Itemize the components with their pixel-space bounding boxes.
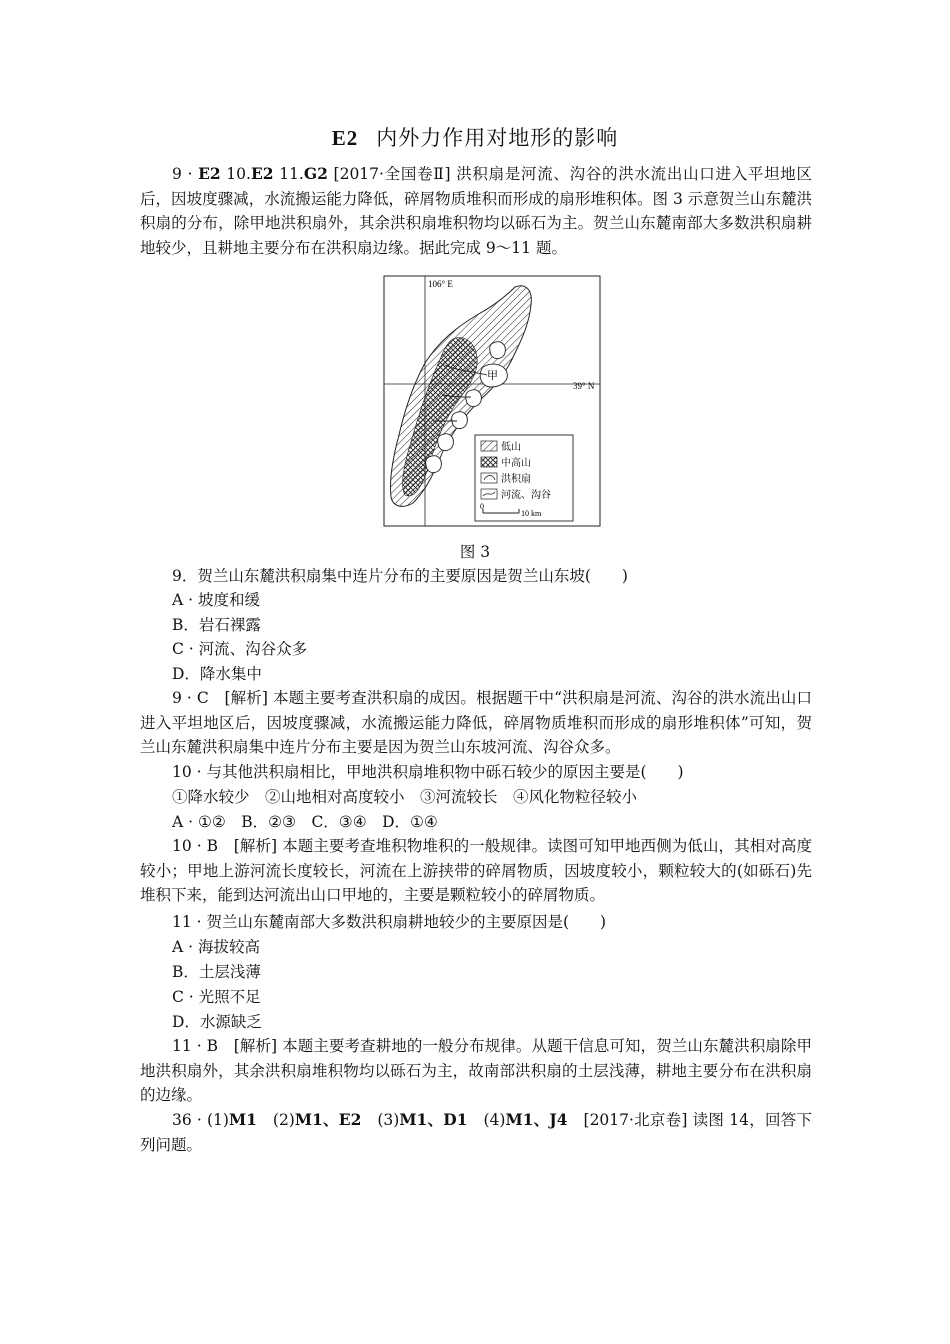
alluvial-fan xyxy=(452,412,468,429)
alluvial-fan xyxy=(426,456,442,473)
figure-caption: 图 3 xyxy=(459,543,491,561)
intro-paragraph xyxy=(140,162,812,260)
q11-code: 11. xyxy=(273,165,304,183)
scale-label: 10 km xyxy=(521,509,542,518)
q11-answer-tag: [解析] xyxy=(233,1037,278,1055)
section-title xyxy=(0,122,950,152)
legend-river: 河流、沟谷 xyxy=(501,490,551,501)
q11-answer xyxy=(140,1034,812,1108)
low-mountain-swatch xyxy=(481,441,497,451)
alluvial-fan xyxy=(490,342,506,359)
q11-option-b: B．土层浅薄 xyxy=(172,963,261,981)
q9-answer xyxy=(140,686,812,760)
q9-answer-num: 9 · C xyxy=(172,689,225,707)
q10-code: 10. xyxy=(220,165,251,183)
q10-items: ①降水较少 ②山地相对高度较小 ③河流较长 ④风化物粒径较小 xyxy=(172,788,638,806)
intro-text: 洪积扇是河流、沟谷的洪水流出山口进入平坦地区后，因坡度骤减，水流搬运能力降低，碎屑物质堆积而形成的扇形堆积体。图 3 示意贺兰山东麓洪积扇的分布，除甲地洪积扇外，其余洪积扇堆积物均以砾石为主。贺兰山东麓南部大多数洪积扇耕地较少，且耕地主要分布在洪积扇边缘。据此完成 9～11 题。 xyxy=(140,165,813,257)
q9-tag: E2 xyxy=(198,164,221,183)
q10-options: A · ①② B．②③ C．③④ D．①④ xyxy=(172,813,438,831)
q36-tag-3: M1、D1 xyxy=(399,1110,468,1129)
q10-answer-text: 本题主要考查堆积物堆积的一般规律。读图可知甲地西侧为低山，其相对高度较小；甲地上游河流长度较长，河流在上游挟带的碎屑物质，因坡度较小，颗粒较大的(如砾石)先堆积下来，能到达河流出山口甲地的，主要是颗粒较小的碎屑物质。 xyxy=(140,837,812,904)
q36-num: 36 · (1) xyxy=(172,1111,229,1129)
q11-answer-text: 本题主要考查耕地的一般分布规律。从题干信息可知，贺兰山东麓洪积扇除甲地洪积扇外，其余洪积扇堆积物均以砾石为主，故南部洪积扇的土层浅薄，耕地主要分布在洪积扇的边缘。 xyxy=(140,1037,812,1104)
q10-stem: 10 · 与其他洪积扇相比，甲地洪积扇堆积物中砾石较少的原因主要是( ) xyxy=(172,763,684,781)
q36-part-4: (4) xyxy=(467,1111,506,1129)
q10-tag: E2 xyxy=(250,164,274,183)
q36-tag-1: M1 xyxy=(228,1110,257,1129)
alluvial-fan xyxy=(438,434,454,451)
q11-tag: G2 xyxy=(303,164,328,183)
q11-option-c: C · 光照不足 xyxy=(172,988,261,1006)
q10-answer-num: 10 · B xyxy=(172,837,234,855)
q11-answer-num: 11 · B xyxy=(172,1037,234,1055)
q9-code: 9 · xyxy=(172,165,199,183)
q36-header xyxy=(140,1108,812,1157)
section-code: E2 xyxy=(331,126,359,150)
q9-stem: 9．贺兰山东麓洪积扇集中连片分布的主要原因是贺兰山东坡( ) xyxy=(172,567,628,585)
map-figure xyxy=(383,275,601,527)
legend-mid-high-mountain: 中高山 xyxy=(501,458,531,469)
longitude-label: 106° E xyxy=(428,279,453,289)
q9-option-b: B．岩石裸露 xyxy=(172,616,261,634)
q11-stem: 11 · 贺兰山东麓南部大多数洪积扇耕地较少的主要原因是( ) xyxy=(172,913,607,931)
q36-tag-2: M1、E2 xyxy=(294,1110,362,1129)
map-legend xyxy=(475,435,573,521)
q9-option-a: A · 坡度和缓 xyxy=(172,591,260,609)
q36-part-3: (3) xyxy=(361,1111,400,1129)
q10-answer xyxy=(140,834,812,908)
q11-option-d: D．水源缺乏 xyxy=(172,1013,262,1031)
q10-answer-tag: [解析] xyxy=(233,837,278,855)
scale-zero: 0 xyxy=(480,502,484,511)
q9-option-d: D．降水集中 xyxy=(172,665,262,683)
q36-text: [2017·北京卷] 读图 14，回答下列问题。 xyxy=(140,1111,812,1154)
latitude-label: 39° N xyxy=(573,381,595,391)
intro-source: [2017·全国卷Ⅱ] xyxy=(327,165,457,183)
q9-option-c: C · 河流、沟谷众多 xyxy=(172,640,308,658)
mid-high-mountain-swatch xyxy=(481,457,497,467)
section-title-text: 内外力作用对地形的影响 xyxy=(376,126,619,150)
q36-tag-4: M1、J4 xyxy=(505,1110,568,1129)
legend-low-mountain: 低山 xyxy=(501,442,521,453)
alluvial-fan xyxy=(466,390,482,407)
q9-answer-text: 本题主要考查洪积扇的成因。根据题干中“洪积扇是河流、沟谷的洪水流出山口进入平坦地区后，因坡度骤减，水流搬运能力降低，碎屑物质堆积而形成的扇形堆积体”可知，贺兰山东麓洪积扇集中连片分布主要是因为贺兰山东坡河流、沟谷众多。 xyxy=(140,689,812,756)
q9-answer-tag: [解析] xyxy=(224,689,268,707)
q36-part-2: (2) xyxy=(256,1111,295,1129)
legend-alluvial-fan: 洪积扇 xyxy=(501,474,531,485)
q11-option-a: A · 海拔较高 xyxy=(172,938,260,956)
alluvial-fan-swatch xyxy=(481,473,497,483)
site-jia-label: 甲 xyxy=(487,369,498,382)
